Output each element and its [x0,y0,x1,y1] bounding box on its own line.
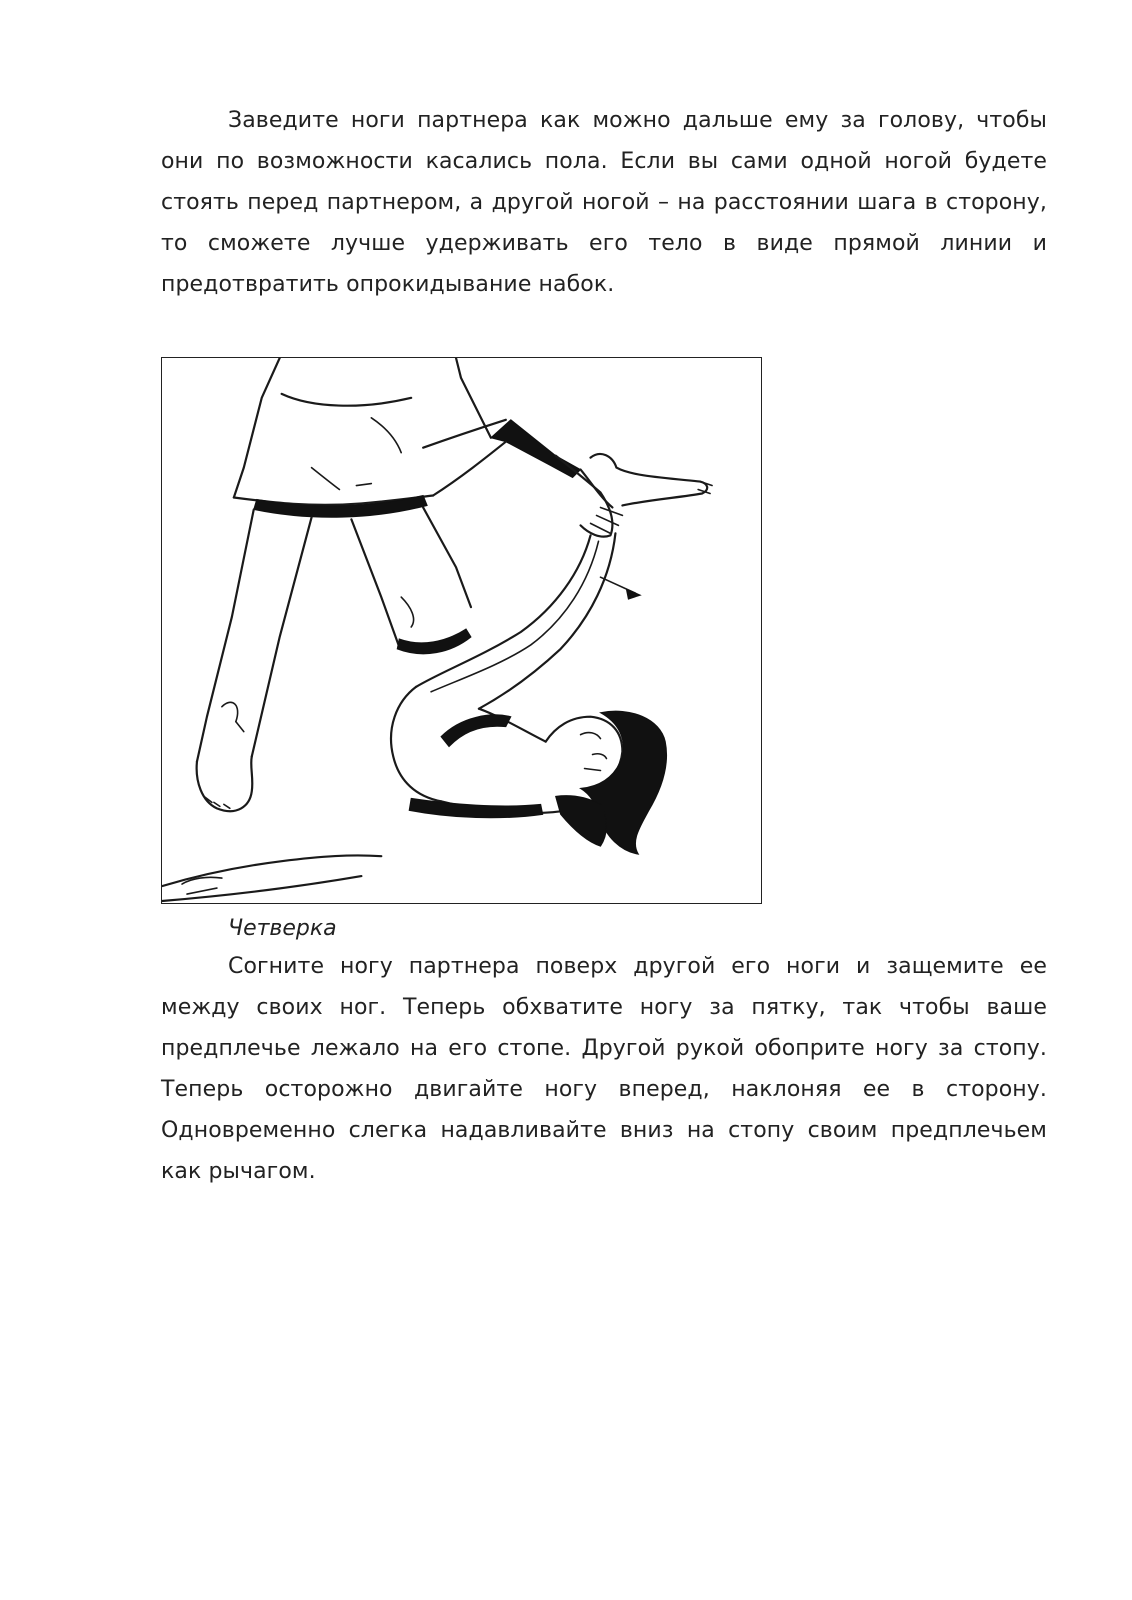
paragraph-instructions: Согните ногу партнера поверх другой его ноги и защемите ее между своих ног. Теперь обхватите ногу за пятку, так чтобы ваше предплечье лежало на его стопе. Другой рукой обоприте ногу за стопу. Теперь осторожно двигайте ногу вперед, наклоняя ее в сторону. Одновременно слегка надавливайте вниз на стопу своим предплечьем как рычагом. [161,954,1047,1184]
standing-partner [197,358,623,811]
illustration-frame [161,357,762,904]
lying-partner-body [162,687,666,901]
paragraph-intro: Заведите ноги партнера как можно дальше ему за голову, чтобы они по возможности касались пола. Если вы сами одной ногой будете стоять перед партнером, а другой ногой – на расстоянии шага в сторону, то сможете лучше удерживать его тело в виде прямой линии и предотвратить опрокидывание набок. [161,108,1047,297]
stretch-illustration [162,358,761,903]
figure-caption: Четверка [228,916,337,941]
